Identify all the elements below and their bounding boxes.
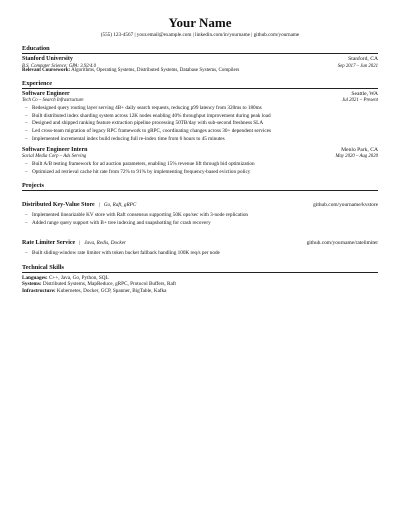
- project-tech: Go, Raft, gRPC: [103, 202, 137, 209]
- job-entry: [22, 91, 378, 144]
- list-item: – Optimized ad retrieval cache hit rate from 72% to 91% by implementing frequency-based eviction policy: [25, 168, 251, 175]
- job-entry: [22, 147, 378, 177]
- project-link[interactable]: github.com/yourname/kvstore: [313, 202, 378, 209]
- skill-row: Languages: C++, Java, Go, Python, SQL: [22, 274, 109, 281]
- job-role: Software Engineer: [22, 90, 70, 97]
- resume-page: [22, 16, 378, 295]
- job-company: Social Media Corp – Ads Serving: [22, 154, 87, 160]
- project-entry: [22, 231, 378, 258]
- section-title-experience: Experience: [22, 80, 378, 89]
- school-location: Stanford, CA: [348, 56, 378, 62]
- degree: B.S. Computer Science; GPA: 3.92/4.0: [22, 63, 96, 69]
- section-title-projects: Projects: [22, 182, 378, 191]
- education-entry: [22, 56, 378, 74]
- list-item: – Built distributed index sharding system across 12K nodes enabling 40% throughput improvement during peak load: [25, 112, 271, 119]
- project-name: Distributed Key-Value Store: [22, 202, 95, 209]
- job-company: Tech Co – Search Infrastructure: [22, 98, 84, 103]
- section-title-skills: Technical Skills: [22, 264, 378, 273]
- job-dates: Jul 2021 – Present: [342, 98, 378, 103]
- list-item: – Built A/B testing framework for ad auction parameters, enabling 15% revenue lift through bid optimization: [25, 161, 255, 168]
- project-entry: [22, 193, 378, 227]
- education-dates: Sep 2017 – Jun 2021: [337, 63, 378, 69]
- job-bullets: [22, 161, 378, 176]
- project-heading: Rate Limiter Service | Java, Redis, Docker: [22, 239, 127, 246]
- list-item: – Built sliding-window rate limiter with token bucket fallback handling 100K req/s per node: [25, 249, 220, 256]
- coursework: [22, 68, 378, 74]
- project-bullets: [22, 250, 378, 258]
- education-section: [22, 45, 378, 74]
- project-link[interactable]: github.com/yourname/ratelimiter: [306, 239, 378, 246]
- coursework-list: Algorithms, Operating Systems, Distributed Systems, Database Systems, Compilers: [71, 67, 240, 73]
- project-name: Rate Limiter Service: [22, 239, 76, 246]
- skills-list: [22, 275, 378, 295]
- contact-line: (555) 123-4567 | your.email@example.com | linkedin.com/in/yourname | github.com/yourname: [100, 32, 300, 38]
- job-dates: May 2020 – Aug 2020: [335, 154, 378, 160]
- skill-row: Systems: Distributed Systems, MapReduce, gRPC, Protocol Buffers, Raft: [22, 281, 176, 288]
- experience-section: [22, 80, 378, 177]
- skills-section: [22, 264, 378, 295]
- skill-row: Infrastructure: Kubernetes, Docker, GCP, Spanner, BigTable, Kafka: [22, 288, 167, 295]
- job-location: Seattle, WA: [351, 90, 378, 97]
- list-item: – Implemented incremental index build reducing full re-index time from 6 hours to 45 minutes: [25, 135, 225, 142]
- list-item: – Implemented linearizable KV store with Raft consensus supporting 50K ops/sec with 3-node replication: [25, 212, 249, 219]
- job-role: Software Engineer Intern: [22, 146, 88, 153]
- candidate-name: Your Name: [168, 15, 232, 30]
- job-bullets: [22, 105, 378, 144]
- school-name: Stanford University: [22, 56, 73, 62]
- project-tech: Java, Redis, Docker: [84, 239, 127, 246]
- coursework-label: Relevant Coursework:: [22, 67, 71, 73]
- section-title-education: Education: [22, 45, 378, 54]
- list-item: – Redesigned query routing layer serving 4B+ daily search requests, reducing p99 latency from 320ms to 180ms: [25, 105, 262, 111]
- list-item: – Designed and shipped ranking feature extraction pipeline processing 50TB/day with sub-second freshness SLA: [25, 120, 264, 127]
- project-heading: Distributed Key-Value Store | Go, Raft, gRPC: [22, 202, 137, 209]
- list-item: – Led cross-team migration of legacy RPC framework to gRPC, coordinating changes across 30+ dependent services: [25, 128, 272, 135]
- projects-section: [22, 182, 378, 257]
- list-item: – Added range query support with B+ tree indexing and snapshotting for crash recovery: [25, 220, 211, 227]
- project-bullets: [22, 212, 378, 227]
- job-location: Menlo Park, CA: [341, 146, 378, 153]
